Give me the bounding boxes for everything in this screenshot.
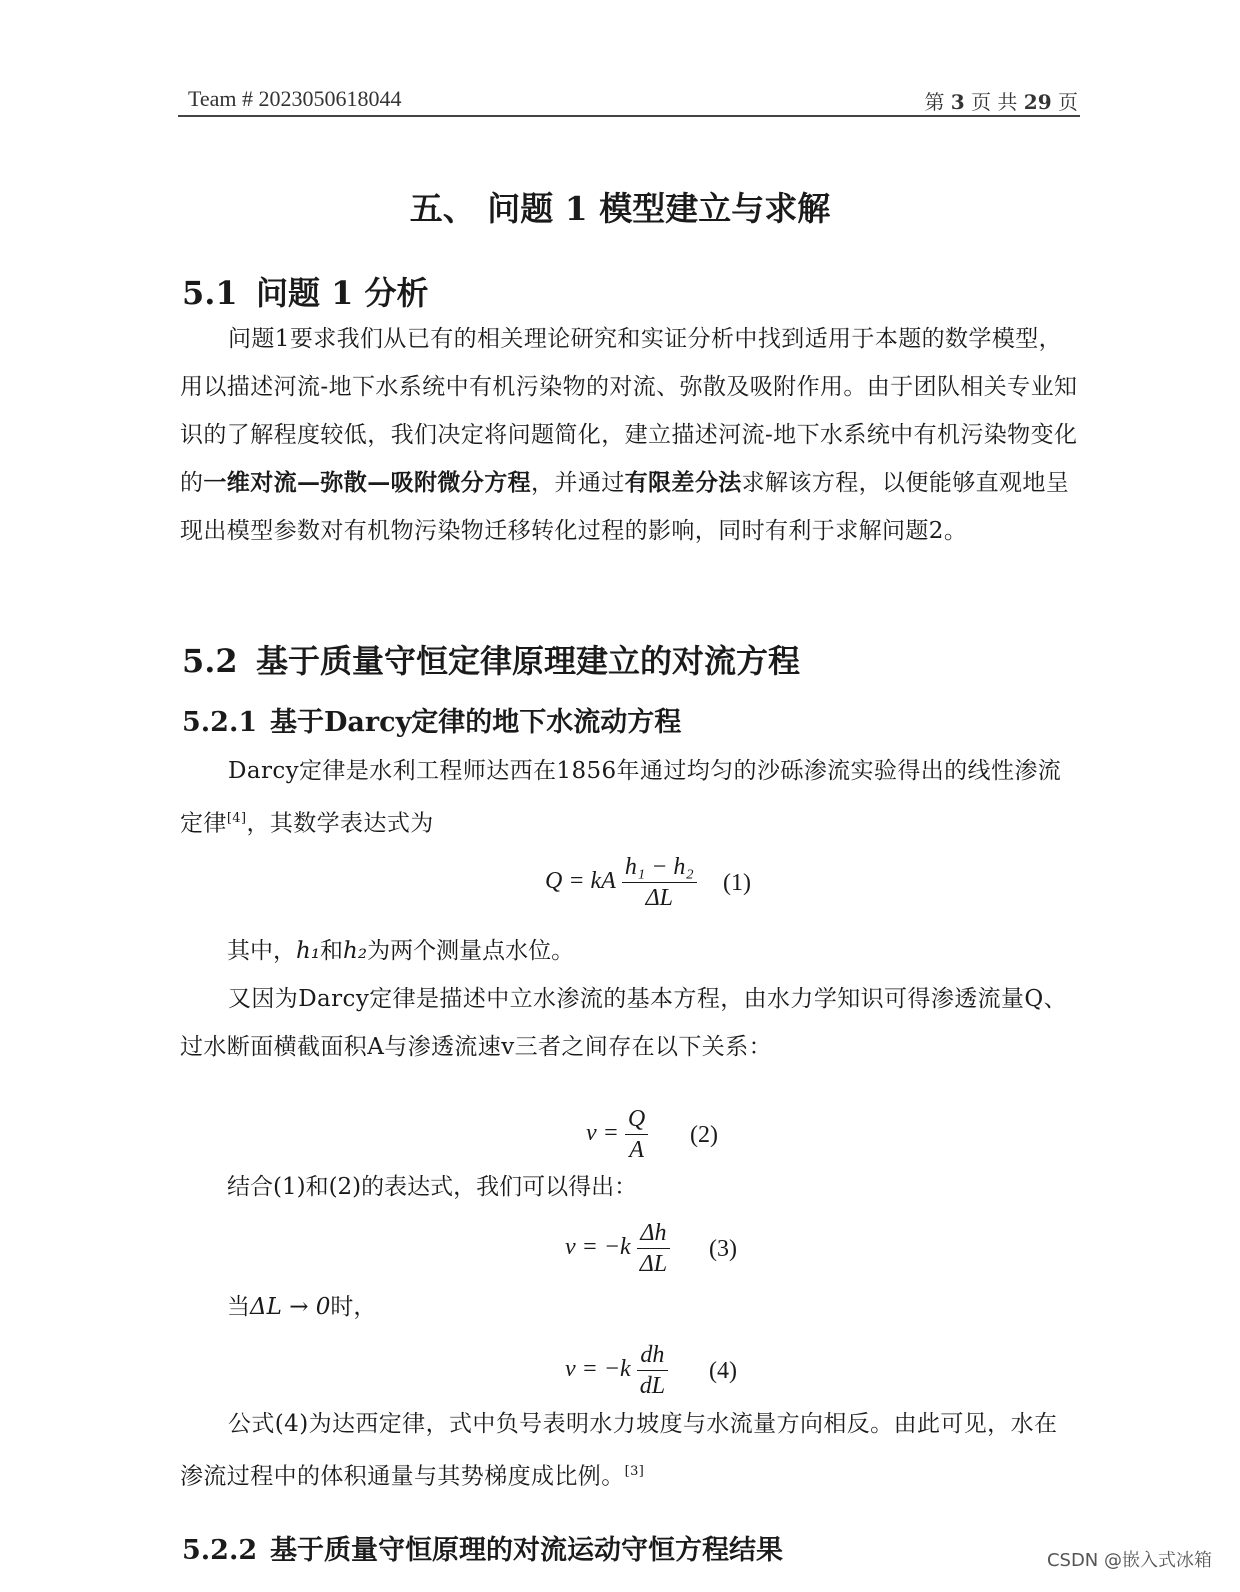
citation: [4] (226, 811, 247, 826)
equation-4 (565, 1340, 668, 1401)
var-h2: h₂ (343, 938, 368, 964)
text-run: 时， (330, 1294, 377, 1320)
eq-denominator: A (629, 1137, 644, 1163)
team-number: Team # 2023050618044 (188, 86, 402, 111)
text-run: Darcy定律是水利工程师达西在1856年通过均匀的沙砾渗流实验得出的线性渗流定律 (180, 758, 1062, 837)
darcy-paragraph (180, 747, 1080, 848)
limit-expression: ΔL → 0 (250, 1294, 331, 1320)
equation-1-label: (1) (723, 870, 751, 896)
limit-line (227, 1288, 376, 1321)
where-line (227, 932, 574, 965)
text-run: 当 (227, 1294, 250, 1320)
page-suffix: 页 (1058, 90, 1078, 114)
eq-fraction (625, 1104, 648, 1165)
text-run: 求解该方程，以便能够直观地呈现出模型参数对有机物污染物迁移转化过程的影响，同时有利于求解问题2。 (180, 470, 1070, 544)
text-run: 公式(4)为达西定律，式中负号表明水力坡度与水流量方向相反。由此可见，水在渗流过程中的体积通量与其势梯度成比例。 (180, 1411, 1058, 1490)
eq-numerator: dh (637, 1340, 668, 1371)
text-run: ，并通过 (531, 470, 625, 496)
eq-numerator: Q (625, 1104, 648, 1135)
page-indicator (924, 86, 1078, 115)
eq-fraction (622, 852, 697, 913)
eq-numerator: h₁ − h₂ (622, 852, 697, 883)
csdn-watermark: CSDN @嵌入式冰箱 (1046, 1550, 1212, 1571)
header-rule (178, 115, 1080, 117)
page-total: 29 (1023, 90, 1052, 114)
eq-lhs: v = −k (565, 1356, 631, 1383)
page-mid: 页 共 (971, 90, 1018, 114)
eq-lhs: v = −k (565, 1234, 631, 1261)
eq-denominator: ΔL (639, 1251, 668, 1277)
text-run: 又因为Darcy定律是描述中立水渗流的基本方程，由水力学知识可得渗透流量Q、过水断面横截面积A与渗透流速v三者之间存在以下关系： (180, 986, 1068, 1060)
darcy-relation-paragraph (180, 975, 1080, 1071)
page-number: 3 (950, 90, 965, 114)
section-number: 5.2.1 (182, 707, 258, 738)
eq-fraction (637, 1340, 668, 1401)
equation-4-label: (4) (709, 1358, 737, 1384)
section-title: 基于Darcy定律的地下水流动方程 (270, 707, 682, 738)
eq-numerator: Δh (637, 1218, 670, 1249)
section-5-2-2-heading (182, 1528, 783, 1567)
eq-denominator: ΔL (645, 885, 673, 911)
section-title: 基于质量守恒定律原理建立的对流方程 (256, 642, 801, 680)
eq-lhs: Q = kA (545, 868, 616, 895)
section-title: 问题 1 分析 (256, 274, 429, 312)
equation-2-label: (2) (690, 1122, 718, 1148)
text-run: ，其数学表达式为 (246, 810, 434, 837)
section-number: 5.2 (182, 642, 238, 680)
text-run: 和 (320, 938, 344, 964)
section-title: 基于质量守恒原理的对流运动守恒方程结果 (270, 1535, 783, 1566)
bold-term-equation: 一维对流—弥散—吸附微分方程 (203, 469, 532, 496)
bold-term-method: 有限差分法 (624, 469, 742, 496)
chapter-title: 五、 问题 1 模型建立与求解 (409, 189, 831, 228)
citation: [3] (624, 1464, 645, 1479)
equation-1 (545, 852, 697, 913)
eq-fraction (637, 1218, 670, 1279)
section-5-1-paragraph (180, 315, 1080, 555)
eq-denominator: dL (639, 1373, 666, 1399)
equation-3 (565, 1218, 670, 1279)
text-run: 其中， (227, 938, 296, 964)
conclusion-paragraph (180, 1400, 1080, 1501)
equation-3-label: (3) (709, 1236, 737, 1262)
equation-2 (586, 1104, 648, 1165)
section-number: 5.1 (182, 274, 238, 312)
section-5-1-heading (182, 268, 429, 314)
section-number: 5.2.2 (182, 1535, 258, 1566)
page-prefix: 第 (924, 90, 945, 114)
var-h1: h₁ (296, 938, 321, 964)
section-5-2-heading (182, 636, 800, 682)
text-run: 问题1要求我们从已有的相关理论研究和实证分析中找到适用于本题的数学模型，用以描述河流-地下水系统中有机污染物的对流、弥散及吸附作用。由于团队相关专业知识的了解程度较低，我们决定将问题简化，建立描述河流-地下水系统中有机污染物变化的 (180, 326, 1078, 496)
section-5-2-1-heading (182, 700, 681, 739)
eq-lhs: v = (586, 1120, 619, 1147)
text-run: 为两个测量点水位。 (367, 938, 575, 964)
combine-line: 结合(1)和(2)的表达式，我们可以得出： (227, 1174, 638, 1200)
